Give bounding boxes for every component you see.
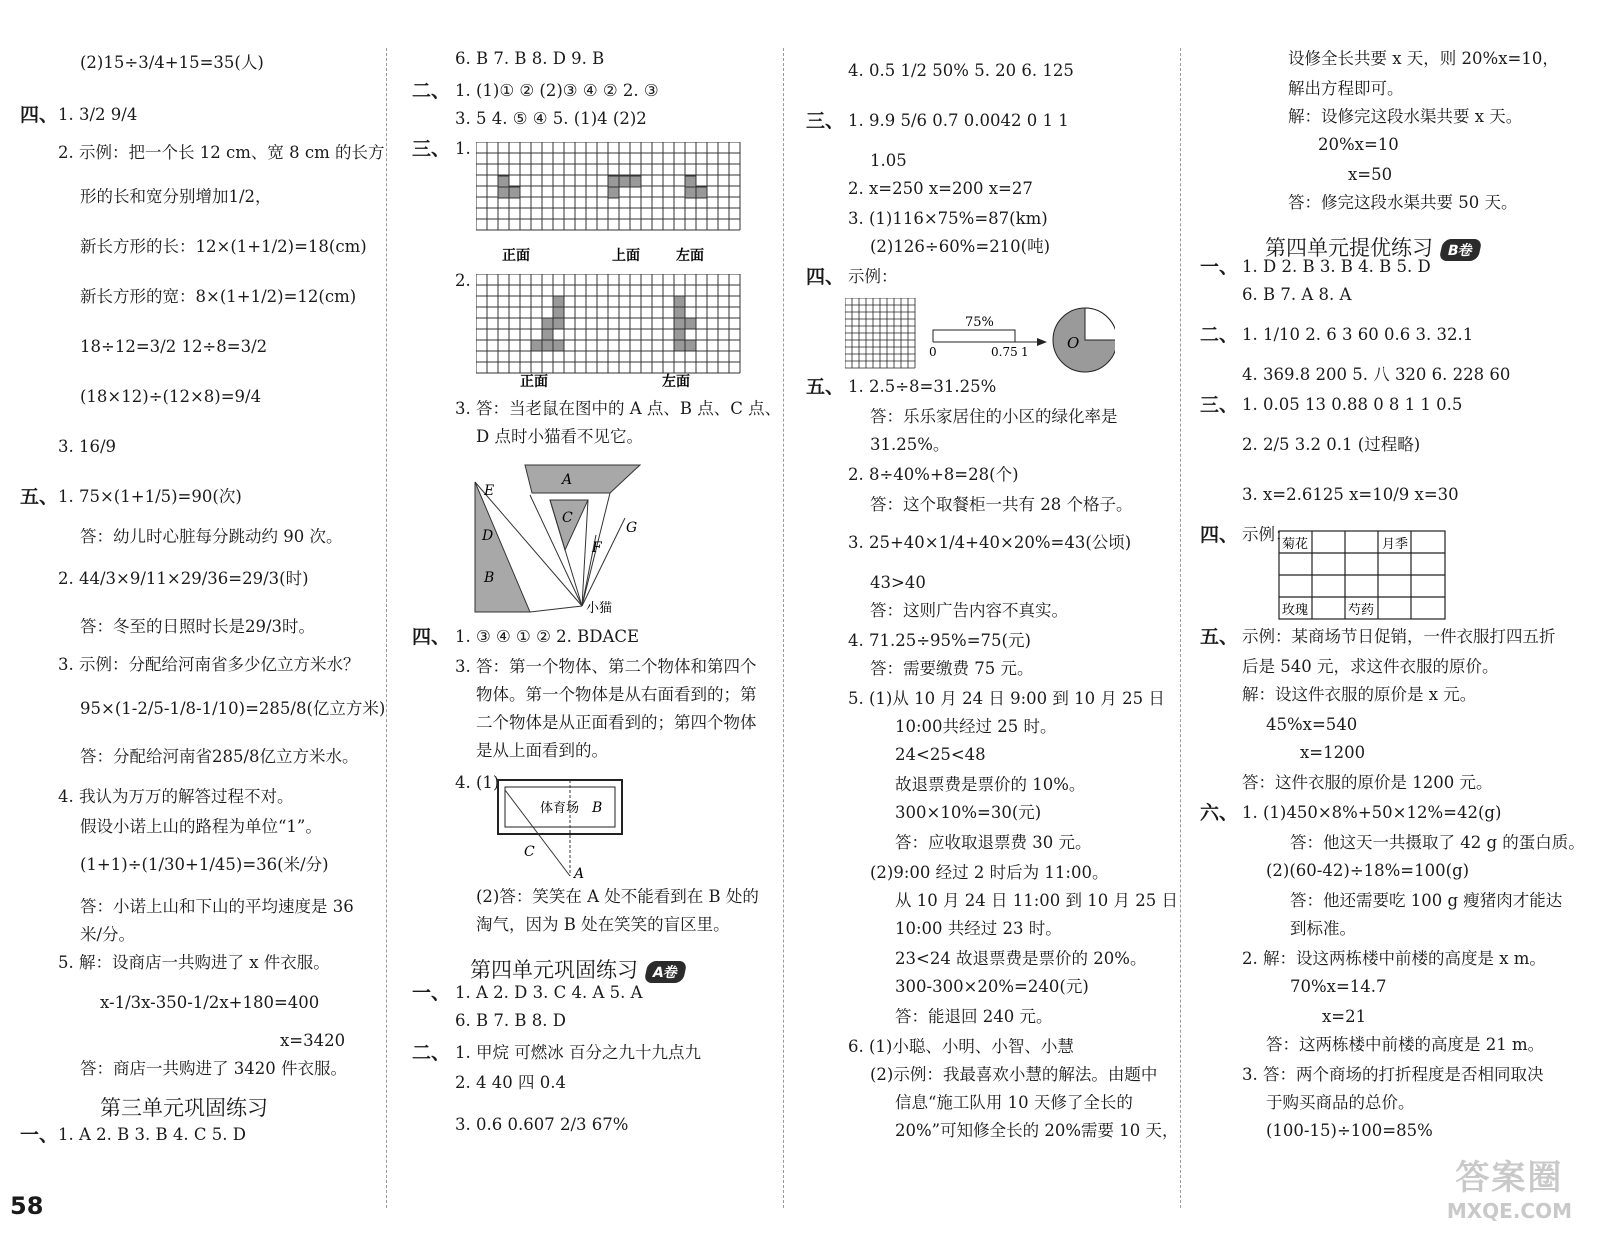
section-marker: 二、 — [412, 1042, 451, 1064]
cat-label: 小猫 — [586, 601, 613, 616]
answer-line: 答：他这天一共摄取了 42 g 的蛋白质。 — [1290, 833, 1585, 852]
point-d: D — [482, 528, 494, 544]
answer-line: x-1/3x-350-1/2x+180=400 — [100, 993, 320, 1012]
answer-line: 示例： — [1242, 525, 1292, 544]
section-marker: 五、 — [20, 486, 59, 508]
answer-line: 答：能退回 240 元。 — [895, 1007, 1053, 1026]
answer-line: 3. 答：第一个物体、第二个物体和第四个 — [455, 657, 757, 676]
answer-line: 3. 5 4. ⑤ ④ 5. (1)4 (2)2 — [455, 109, 647, 128]
answer-line: 从 10 月 24 日 11:00 到 10 月 25 日 — [895, 891, 1178, 910]
answer-line: 1. 1/10 2. 6 3 60 0.6 3. 32.1 — [1242, 325, 1474, 344]
answer-line: 3. (1)116×75%=87(km) — [848, 209, 1048, 228]
answer-line: 示例： — [848, 267, 898, 286]
answer-line: 4. 0.5 1/2 50% 5. 20 6. 125 — [848, 61, 1074, 80]
answer-line: 答：分配给河南省285/8亿立方米水。 — [80, 747, 359, 766]
answer-line: 18÷12=3/2 12÷8=3/2 — [80, 337, 268, 356]
answer-line: 后是 540 元，求这件衣服的原价。 — [1242, 657, 1499, 676]
answer-line: 23<24 故退票费是票价的 20%。 — [895, 949, 1147, 968]
answer-line: 物体。第一个物体是从右面看到的；第 — [476, 685, 757, 704]
point-f: F — [592, 540, 602, 556]
answer-line: 解出方程即可。 — [1288, 79, 1404, 98]
answer-line: 1. 甲烷 可燃冰 百分之九十九点九 — [455, 1043, 701, 1062]
answer-line: 米/分。 — [80, 925, 136, 944]
answer-line: 故退票费是票价的 10%。 — [895, 775, 1086, 794]
unit3-heading: 第三单元巩固练习 — [100, 1096, 268, 1120]
grid-views-figure-1 — [476, 142, 744, 262]
column-divider — [1180, 48, 1181, 1208]
answer-line: 1. (1)① ② (2)③ ④ ② 2. ③ — [455, 81, 659, 100]
answer-line: 3. 答：两个商场的打折程度是否相同取决 — [1242, 1065, 1544, 1084]
answer-line: 3. 答：当老鼠在图中的 A 点、B 点、C 点、 — [455, 399, 782, 418]
answer-line: 2. 4 40 四 0.4 — [455, 1073, 566, 1092]
answer-line: x=1200 — [1300, 743, 1366, 762]
answer-line: 新长方形的长：12×(1+1/2)=18(cm) — [80, 237, 367, 256]
point-b: B — [484, 570, 495, 586]
answer-line: 答：小诺上山和下山的平均速度是 36 — [80, 897, 354, 916]
answer-line: 3. 示例：分配给河南省多少亿立方米水？ — [58, 655, 360, 674]
answer-line: 1. ③ ④ ① ② 2. BDACE — [455, 627, 640, 646]
tick-0: 0 — [929, 345, 937, 359]
pct-label: 75% — [965, 315, 994, 330]
column-divider — [386, 48, 387, 1208]
point-c: C — [562, 510, 573, 526]
point-b: B — [592, 800, 603, 816]
answer-line: 5. (1)从 10 月 24 日 9:00 到 10 月 25 日 — [848, 689, 1165, 708]
flower-3: 玫瑰 — [1282, 603, 1309, 618]
section-marker: 四、 — [20, 104, 59, 126]
answer-line: 信息“施工队用 10 天修了全长的 — [895, 1093, 1133, 1112]
grid-views-figure-2 — [476, 274, 744, 394]
answer-line: 1. 0.05 13 0.88 0 8 1 1 0.5 — [1242, 395, 1463, 414]
answer-line: (100-15)÷100=85% — [1266, 1121, 1433, 1140]
section-marker: 二、 — [412, 80, 451, 102]
answer-line: 1.05 — [870, 151, 907, 170]
answer-line: 答：这个取餐柜一共有 28 个格子。 — [870, 495, 1133, 514]
answer-line: 10:00 共经过 23 时。 — [895, 919, 1062, 938]
badge-a: A卷 — [644, 961, 688, 983]
answer-line: (2)9:00 经过 2 时后为 11:00。 — [870, 863, 1109, 882]
answer-line: 解：设修完这段水渠共要 x 天。 — [1288, 107, 1523, 126]
badge-b: B卷 — [1439, 239, 1482, 261]
answer-line: (1+1)÷(1/30+1/45)=36(米/分) — [80, 855, 329, 874]
answer-line: 答：冬至的日照时长是29/3时。 — [80, 617, 316, 636]
answer-line: 淘气，因为 B 处在笑笑的盲区里。 — [476, 915, 730, 934]
percent-example-figure — [845, 298, 1115, 378]
answer-line: 答：乐乐家居住的小区的绿化率是 — [870, 407, 1118, 426]
page-number: 58 — [10, 1192, 44, 1220]
answer-line: x=21 — [1322, 1007, 1367, 1026]
answer-line: 31.25%。 — [870, 435, 950, 454]
answer-line: 1. — [455, 139, 471, 158]
answer-line: 假设小诺上山的路程为单位“1”。 — [80, 817, 322, 836]
answer-line: 4. 71.25÷95%=75(元) — [848, 631, 1031, 650]
answer-line: 解：设这件衣服的原价是 x 元。 — [1242, 685, 1477, 704]
answer-line: 示例：某商场节日促销，一件衣服打四五折 — [1242, 627, 1556, 646]
answer-line: (2)示例：我最喜欢小慧的解法。由题中 — [870, 1065, 1158, 1084]
answer-line: 2. 解：设这两栋楼中前楼的高度是 x m。 — [1242, 949, 1546, 968]
answer-line: 答：商店一共购进了 3420 件衣服。 — [80, 1059, 347, 1078]
answer-line: 答：应收取退票费 30 元。 — [895, 833, 1092, 852]
section-marker: 一、 — [20, 1124, 59, 1146]
answer-line: 70%x=14.7 — [1290, 977, 1387, 996]
answer-line: 1. A 2. D 3. C 4. A 5. A — [455, 983, 643, 1002]
answer-line: 20%x=10 — [1318, 135, 1399, 154]
answer-line: (2)15÷3/4+15=35(人) — [80, 53, 264, 72]
section-marker: 三、 — [806, 110, 845, 132]
answer-line: 二个物体是从正面看到的；第四个物体 — [476, 713, 757, 732]
answer-line: 2. 8÷40%+8=28(个) — [848, 465, 1019, 484]
circle-center: O — [1067, 334, 1080, 352]
answer-line: 设修全长共要 x 天，则 20%x=10， — [1288, 49, 1559, 68]
answer-line: 300-300×20%=240(元) — [895, 977, 1089, 996]
answer-line: 答：需要缴费 75 元。 — [870, 659, 1034, 678]
answer-line: 300×10%=30(元) — [895, 803, 1042, 822]
answer-line: 3. 0.6 0.607 2/3 67% — [455, 1115, 629, 1134]
answer-line: x=3420 — [280, 1031, 346, 1050]
answer-line: 6. (1)小聪、小明、小智、小慧 — [848, 1037, 1074, 1056]
answer-line: 2. — [455, 271, 471, 290]
flower-4: 芍药 — [1348, 603, 1375, 618]
label-front: 正面 — [520, 374, 548, 390]
section-marker: 四、 — [412, 626, 451, 648]
answer-line: 6. B 7. A 8. A — [1242, 285, 1352, 304]
flower-2: 月季 — [1382, 537, 1409, 552]
answer-line: 1. D 2. B 3. B 4. B 5. D — [1242, 257, 1431, 276]
answer-line: x=50 — [1348, 165, 1393, 184]
answer-line: 3. 25+40×1/4+40×20%=43(公顷) — [848, 533, 1132, 552]
answer-line: 1. 3/2 9/4 — [58, 105, 138, 124]
section-marker: 四、 — [806, 266, 845, 288]
section-marker: 六、 — [1200, 802, 1239, 824]
section-marker: 五、 — [1200, 626, 1239, 648]
answer-line: 2. x=250 x=200 x=27 — [848, 179, 1033, 198]
flower-grid-figure — [1278, 530, 1448, 622]
tick-075: 0.75 — [991, 345, 1018, 359]
answer-line: 1. 75×(1+1/5)=90(次) — [58, 487, 242, 506]
cat-sight-figure — [470, 460, 670, 620]
section-marker: 一、 — [412, 982, 451, 1004]
answer-line: 新长方形的宽：8×(1+1/2)=12(cm) — [80, 287, 357, 306]
answer-line: 答：这件衣服的原价是 1200 元。 — [1242, 773, 1493, 792]
gym-label: 体育场 — [540, 801, 580, 816]
answer-line: 3. x=2.6125 x=10/9 x=30 — [1242, 485, 1459, 504]
point-e: E — [484, 483, 495, 499]
answer-line: 1. (1)450×8%+50×12%=42(g) — [1242, 803, 1502, 822]
section-marker: 三、 — [1200, 394, 1239, 416]
label-left: 左面 — [662, 374, 690, 390]
answer-line: 是从上面看到的。 — [476, 741, 608, 760]
answer-line: 答：这则广告内容不真实。 — [870, 601, 1068, 620]
answer-line: 于购买商品的总价。 — [1266, 1093, 1415, 1112]
section-marker: 四、 — [1200, 524, 1239, 546]
answer-line: (2)126÷60%=210(吨) — [870, 237, 1051, 256]
answer-line: 答：这两栋楼中前楼的高度是 21 m。 — [1266, 1035, 1545, 1054]
tick-1: 1 — [1021, 345, 1029, 359]
answer-line: 6. B 7. B 8. D 9. B — [455, 49, 605, 68]
stadium-figure — [496, 778, 626, 882]
answer-line: 答：他还需要吃 100 g 瘦猪肉才能达 — [1290, 891, 1563, 910]
column-divider — [783, 48, 784, 1208]
answer-line: 1. 9.9 5/6 0.7 0.0042 0 1 1 — [848, 111, 1069, 130]
answer-line: 5. 解：设商店一共购进了 x 件衣服。 — [58, 953, 330, 972]
answer-line: 3. 16/9 — [58, 437, 117, 456]
answer-line: 24<25<48 — [895, 745, 986, 764]
answer-line: 6. B 7. B 8. D — [455, 1011, 566, 1030]
answer-line: 43>40 — [870, 573, 926, 592]
watermark-url: MXQE.COM — [1446, 1199, 1572, 1223]
label-left: 左面 — [676, 248, 704, 262]
answer-line: 10:00共经过 25 时。 — [895, 717, 1057, 736]
section-marker: 二、 — [1200, 324, 1239, 346]
section-marker: 一、 — [1200, 256, 1239, 278]
answer-line: 1. A 2. B 3. B 4. C 5. D — [58, 1125, 246, 1144]
answer-line: 2. 44/3×9/11×29/36=29/3(时) — [58, 569, 309, 588]
point-a: A — [562, 472, 573, 488]
answer-line: D 点时小猫看不见它。 — [476, 427, 643, 446]
answer-line: 2. 示例：把一个长 12 cm、宽 8 cm 的长方 — [58, 143, 385, 162]
label-front: 正面 — [502, 248, 530, 262]
answer-line: 95×(1-2/5-1/8-1/10)=285/8(亿立方米) — [80, 699, 386, 718]
answer-line: (2)答：笑笑在 A 处不能看到在 B 处的 — [476, 887, 759, 906]
answer-line: 形的长和宽分别增加1/2， — [80, 187, 272, 206]
answer-line: 2. 2/5 3.2 0.1 (过程略) — [1242, 435, 1421, 454]
answer-line: 4. (1) — [455, 773, 500, 792]
unit4-heading-b: 第四单元提优练习 B卷 — [1265, 232, 1480, 262]
answer-line: (18×12)÷(12×8)=9/4 — [80, 387, 262, 406]
flower-1: 菊花 — [1282, 537, 1309, 552]
answer-line: 20%”可知修全长的 20%需要 10 天， — [895, 1121, 1179, 1140]
answer-line: 到标准。 — [1290, 919, 1356, 938]
answer-line: (2)(60-42)÷18%=100(g) — [1266, 861, 1470, 880]
answer-line: 4. 369.8 200 5. 八 320 6. 228 60 — [1242, 365, 1511, 384]
label-top: 上面 — [612, 248, 640, 262]
answer-line: 答：修完这段水渠共要 50 天。 — [1288, 193, 1518, 212]
unit4-heading-a: 第四单元巩固练习 A卷 — [470, 954, 685, 984]
answer-line: 45%x=540 — [1266, 715, 1358, 734]
section-marker: 五、 — [806, 376, 845, 398]
point-a: A — [574, 866, 585, 882]
watermark — [1447, 1150, 1572, 1223]
answer-line: 1. 2.5÷8=31.25% — [848, 377, 997, 396]
watermark-text: 答案圈 — [1455, 1158, 1564, 1198]
point-c: C — [524, 844, 535, 860]
point-g: G — [626, 520, 638, 536]
answer-line: 4. 我认为万万的解答过程不对。 — [58, 787, 294, 806]
answer-line: 答：幼儿时心脏每分跳动约 90 次。 — [80, 527, 343, 546]
section-marker: 三、 — [412, 138, 451, 160]
